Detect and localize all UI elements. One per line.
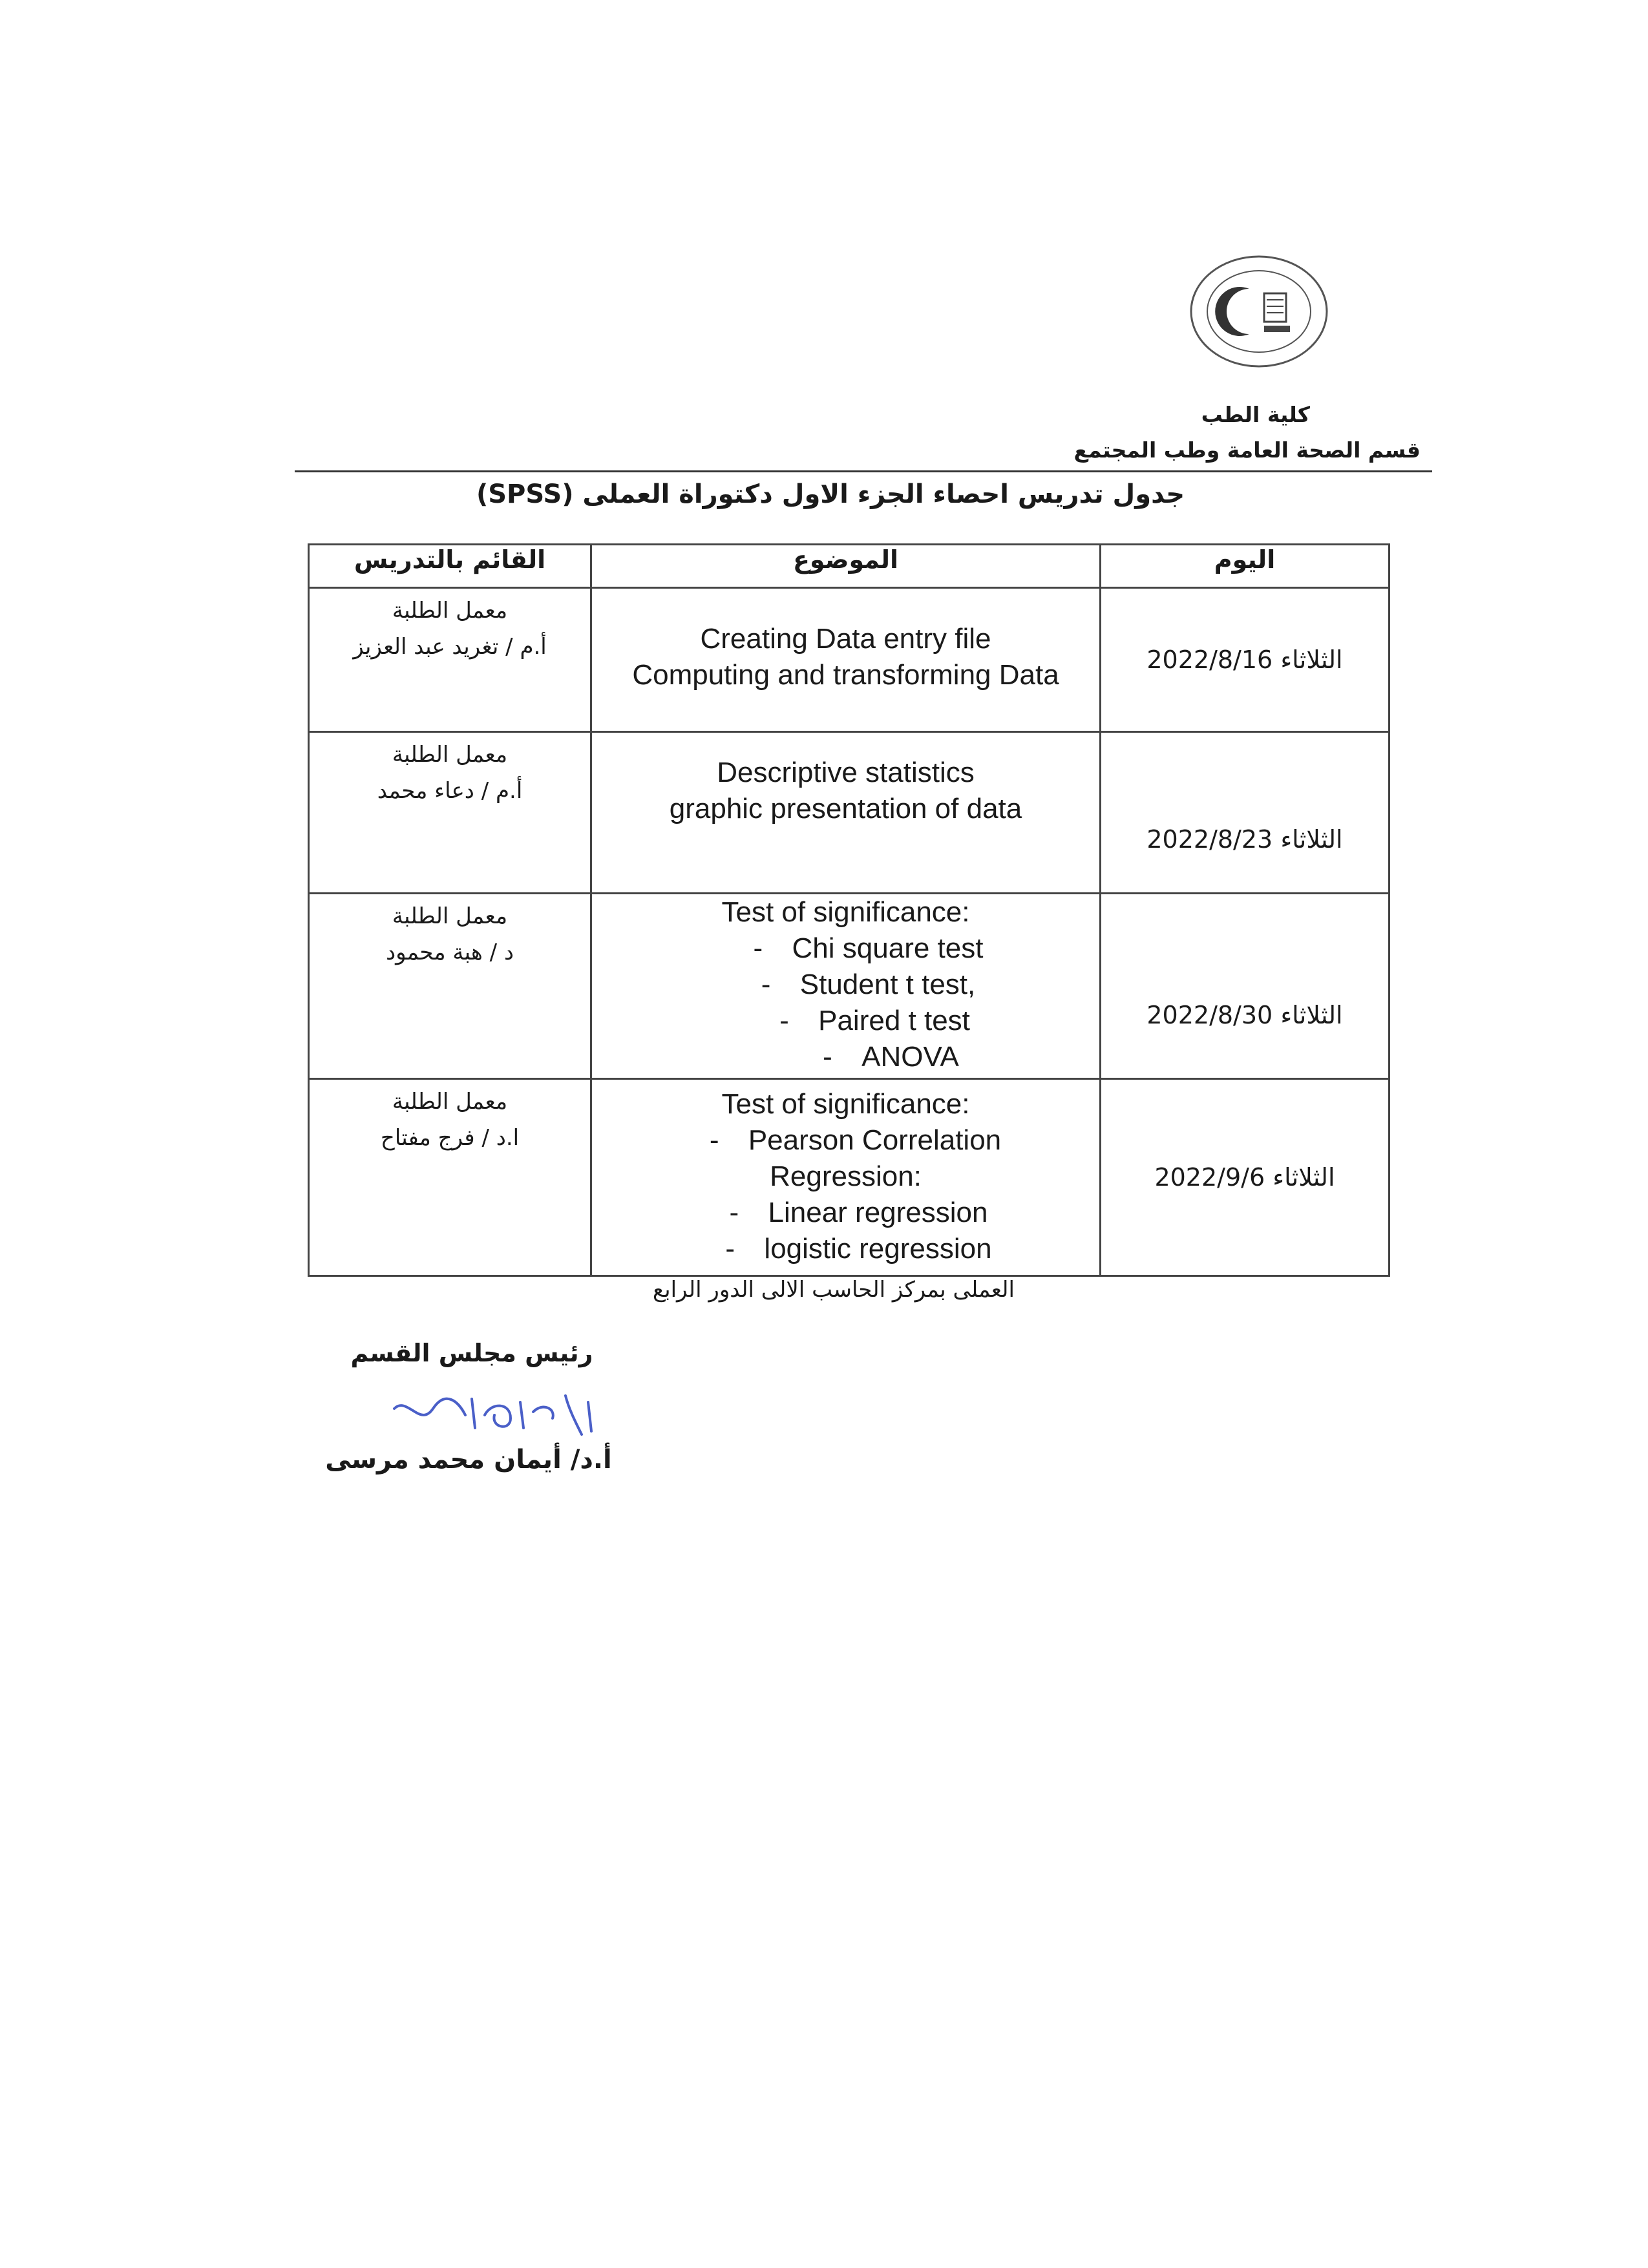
day-name: الثلاثاء xyxy=(1280,1001,1343,1029)
topic-heading: Test of significance: xyxy=(721,1088,970,1120)
dash-mark: - xyxy=(823,1041,832,1073)
date-text: 2022/9/6 xyxy=(1154,1163,1265,1192)
signatory-name: أ.د/ أيمان محمد مرسى xyxy=(325,1445,612,1475)
date-text: 2022/8/23 xyxy=(1146,825,1273,854)
location-footnote: العملى بمركز الحاسب الالى الدور الرابع xyxy=(653,1277,1015,1303)
header-day: اليوم xyxy=(1101,545,1389,588)
day-name: الثلاثاء xyxy=(1273,1163,1335,1192)
topic-cell xyxy=(591,1079,1101,1276)
day-name: الثلاثاء xyxy=(1280,825,1343,854)
table-row xyxy=(309,894,1389,1079)
location-text: معمل الطلبة xyxy=(392,742,508,768)
topic-line: Creating Data entry file xyxy=(700,623,991,655)
topic-line: Computing and transforming Data xyxy=(632,659,1059,691)
day-cell xyxy=(1101,732,1389,894)
bullet-item: - Pearson Correlation xyxy=(592,1122,1099,1159)
dash-mark: - xyxy=(729,1197,739,1228)
topic-cell xyxy=(591,732,1101,894)
handwritten-signature xyxy=(381,1383,607,1441)
bullet-item: - logistic regression xyxy=(592,1231,1099,1267)
date-text: 2022/8/30 xyxy=(1146,1001,1273,1029)
location-text: معمل الطلبة xyxy=(392,903,508,929)
dash-mark: - xyxy=(779,1005,789,1036)
document-title: جدول تدريس احصاء الجزء الاول دكتوراة العملى (SPSS) xyxy=(476,479,1185,509)
instructor-name: د / هبة محمود xyxy=(386,940,514,965)
header-instructor: القائم بالتدريس xyxy=(309,545,591,588)
signatory-role: رئيس مجلس القسم xyxy=(350,1339,593,1367)
day-cell xyxy=(1101,1079,1389,1276)
topic-cell xyxy=(591,588,1101,732)
instructor-name: أ.م / دعاء محمد xyxy=(377,778,523,804)
instructor-cell xyxy=(309,894,591,1079)
bullet-item: - Paired t test xyxy=(592,1003,1099,1039)
topic-line: graphic presentation of data xyxy=(669,793,1022,824)
header-topic: الموضوع xyxy=(591,545,1101,588)
day-cell xyxy=(1101,588,1389,732)
instructor-name: ا.د / فرج مفتاح xyxy=(380,1125,520,1151)
instructor-cell xyxy=(309,732,591,894)
bullet-item: - Student t test, xyxy=(592,967,1099,1003)
date-text: 2022/8/16 xyxy=(1146,646,1273,674)
location-text: معمل الطلبة xyxy=(392,598,508,624)
topic-cell xyxy=(591,894,1101,1079)
department-name: قسم الصحة العامة وطب المجتمع xyxy=(1073,437,1421,463)
table-row xyxy=(309,588,1389,732)
instructor-cell xyxy=(309,588,591,732)
header-divider xyxy=(295,470,1432,472)
dash-mark: - xyxy=(753,932,763,964)
dash-mark: - xyxy=(761,969,771,1000)
bullet-item: - ANOVA xyxy=(592,1039,1099,1075)
table-row xyxy=(309,732,1389,894)
instructor-name: أ.م / تغريد عبد العزيز xyxy=(353,634,547,660)
table-row xyxy=(309,1079,1389,1276)
schedule-table xyxy=(308,543,1390,1277)
topic-line: Descriptive statistics xyxy=(717,757,975,788)
dash-mark: - xyxy=(709,1124,719,1156)
dash-mark: - xyxy=(725,1233,735,1265)
bullet-item: - Chi square test xyxy=(592,930,1099,967)
day-name: الثلاثاء xyxy=(1280,646,1343,674)
faculty-name: كلية الطب xyxy=(1201,402,1310,427)
topic-heading: Test of significance: xyxy=(721,896,970,928)
location-text: معمل الطلبة xyxy=(392,1089,508,1115)
instructor-cell xyxy=(309,1079,591,1276)
bullet-item: - Linear regression xyxy=(592,1195,1099,1231)
faculty-seal xyxy=(1188,253,1330,370)
topic-subheading: Regression: xyxy=(770,1160,922,1192)
table-header-row xyxy=(309,545,1389,588)
day-cell xyxy=(1101,894,1389,1079)
